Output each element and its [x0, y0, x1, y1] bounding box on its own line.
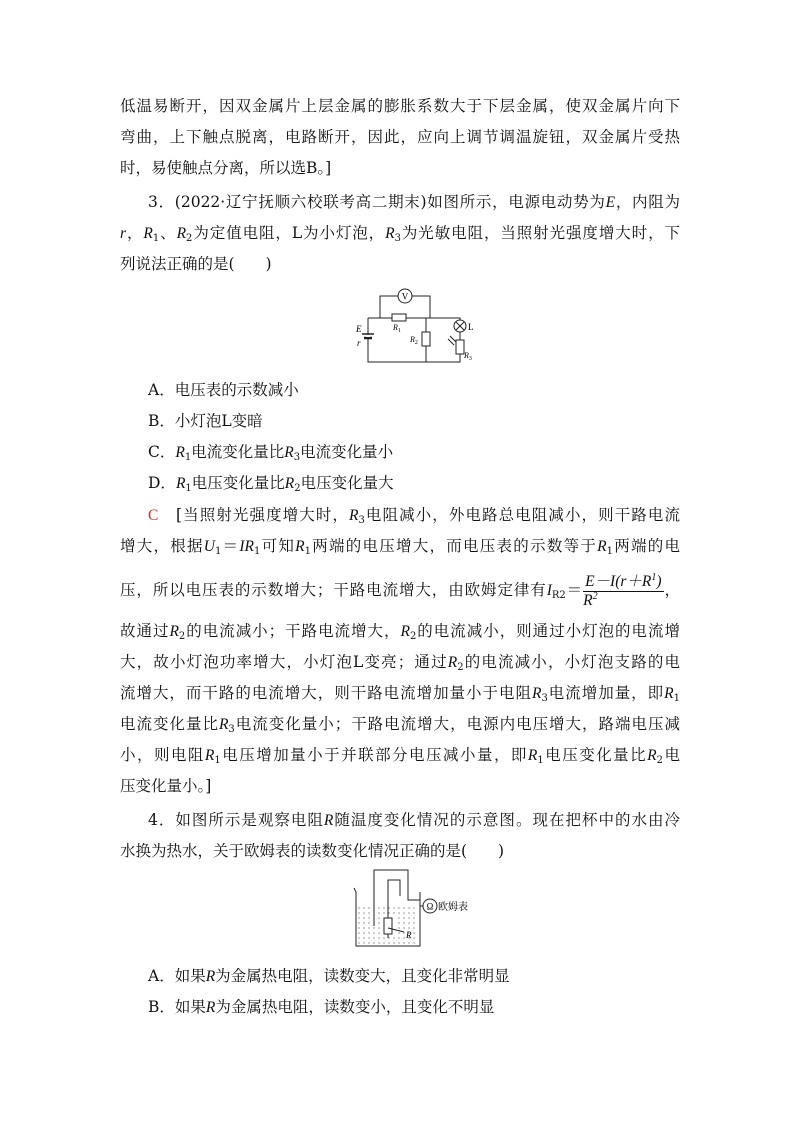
beaker-ohmmeter-diagram: [348, 866, 478, 952]
q3-explanation-line-3: 压，所以电压表的示数增大；干路电流增大，由欧姆定律有$I_{R2}=$ $\frac{E-I(r+R^1)}{R^2}$ ，: [120, 571, 680, 609]
water-dot: [398, 907, 399, 908]
water-dot: [393, 937, 394, 938]
water-dot: [358, 927, 359, 928]
voltmeter-label: V: [401, 291, 409, 302]
water-dot: [403, 927, 404, 928]
battery-e-label: E: [356, 324, 362, 334]
r3-label: $R_3$: [464, 351, 472, 362]
water-dot: [358, 907, 359, 908]
q3-explanation-line-4: 故通过$R_2$的电流减小；干路电流增大，$R_2$的电流减小，则通过小灯泡的电流增: [120, 622, 680, 642]
lamp-label: L: [468, 322, 474, 332]
q3-explanation-line-5: 大，故小灯泡功率增大，小灯泡L变亮；通过$R_2$的电流减小，小灯泡支路的电: [120, 653, 680, 673]
water-dot: [373, 937, 374, 938]
water-dot: [378, 912, 379, 913]
intro-line-1: 低温易断开，因双金属片上层金属的膨胀系数大于下层金属，使双金属片向下: [120, 97, 680, 115]
resistor-r1: [392, 314, 406, 321]
water-dot: [413, 912, 414, 913]
water-dot: [368, 917, 369, 918]
q3-option-a: A．电压表的示数减小: [148, 381, 299, 399]
resistor-r2: [422, 332, 430, 346]
q4-option-b: B．如果R为金属热电阻，读数变小，且变化不明显: [148, 998, 495, 1016]
water-dot: [388, 942, 389, 943]
water-dot: [358, 922, 359, 923]
water-dot: [398, 942, 399, 943]
water-dot: [398, 932, 399, 933]
water-dot: [403, 932, 404, 933]
water-dot: [363, 932, 364, 933]
water-dot: [368, 912, 369, 913]
photoresistor-r3: [456, 340, 464, 354]
ohmmeter-label: 欧姆表: [438, 902, 468, 913]
water-dot: [368, 907, 369, 908]
water-dot: [393, 907, 394, 908]
water-dot: [378, 932, 379, 933]
water-dot: [408, 907, 409, 908]
q3-explanation-line-9: 压变化量小。]: [120, 777, 212, 795]
water-dot: [393, 942, 394, 943]
water-dot: [403, 907, 404, 908]
water-dot: [368, 922, 369, 923]
water-dot: [363, 912, 364, 913]
water-dot: [378, 927, 379, 928]
q3-explanation-line-8: 小，则电阻$R_1$电压增加量小于并联部分电压减小量，即$R_1$电压变化量比$R_2$电: [120, 746, 680, 766]
q3-stem-line-1: 3．(2022·辽宁抚顺六校联考高二期末)如图所示，电源电动势为E，内阻为: [148, 193, 680, 211]
ohm-law-fraction: $\frac{E-I(r+R^1)}{R^2}$: [583, 571, 662, 609]
water-dot: [388, 912, 389, 913]
water-dot: [408, 912, 409, 913]
water-dot: [363, 927, 364, 928]
water-dot: [368, 942, 369, 943]
water-dot: [403, 917, 404, 918]
q3-explanation-line-1: C [当照射光强度增大时，$R_3$电阻减小，外电路总电阻减小，则干路电流: [148, 506, 680, 526]
water-dot: [358, 912, 359, 913]
water-dot: [403, 912, 404, 913]
q3-explanation-line-6: 流增大，而干路的电流增大，则干路电流增加量小于电阻$R_3$电流增加量，即$R_1$: [120, 684, 680, 704]
water-dot: [413, 942, 414, 943]
q3-option-d: D．$R_1$电压变化量比$R_2$电压变化量大: [148, 474, 394, 494]
water-dot: [398, 922, 399, 923]
resistor-r-label: R: [406, 930, 412, 940]
water-dot: [388, 937, 389, 938]
water-dot: [383, 907, 384, 908]
q3-answer: C: [148, 507, 159, 524]
water-dot: [383, 912, 384, 913]
water-dot: [358, 937, 359, 938]
water-dot: [378, 917, 379, 918]
intro-line-3: 时，易使触点分离，所以选B。]: [120, 159, 332, 177]
water-dot: [378, 942, 379, 943]
water-dot: [393, 912, 394, 913]
q3-explanation-line-7: 电流变化量比$R_3$电流变化量小；干路电流增大，电源内电压增大，路端电压减: [120, 715, 680, 735]
water-dot: [358, 917, 359, 918]
r1-label: $R_1$: [393, 323, 401, 334]
water-dot: [398, 912, 399, 913]
water-dot: [373, 927, 374, 928]
water-dot: [413, 907, 414, 908]
water-dot: [383, 942, 384, 943]
water-dot: [363, 922, 364, 923]
water-dot: [408, 942, 409, 943]
q3-stem-line-2: r，$R_1$、$R_2$为定值电阻，L为小灯泡，$R_3$为光敏电阻，当照射光强度增大时，下: [120, 224, 680, 244]
q4-stem-line-2: 水换为热水，关于欧姆表的读数变化情况正确的是( ): [120, 842, 505, 860]
resistor-r: [384, 918, 392, 934]
water-dot: [363, 942, 364, 943]
q3-explanation-line-2: 增大，根据$U_1=IR_1$可知$R_1$两端的电压增大，而电压表的示数等于$R_1$两端的电: [120, 537, 680, 557]
water-dot: [403, 937, 404, 938]
water-dot: [408, 922, 409, 923]
water-dot: [363, 917, 364, 918]
circuit-diagram: [350, 284, 480, 368]
water-dot: [373, 932, 374, 933]
water-dot: [408, 917, 409, 918]
q3-stem-line-3: 列说法正确的是( ): [120, 255, 272, 273]
water-dot: [378, 907, 379, 908]
water-dot: [378, 922, 379, 923]
water-dot: [363, 907, 364, 908]
q4-option-a: A．如果R为金属热电阻，读数变大，且变化非常明显: [148, 967, 510, 985]
water-dot: [403, 922, 404, 923]
water-dot: [358, 932, 359, 933]
battery-r-label: r: [357, 338, 361, 348]
water-dot: [398, 927, 399, 928]
intro-line-2: 弯曲，上下触点脱离，电路断开，因此，应向上调节调温旋钮，双金属片受热: [120, 128, 680, 146]
water-dot: [413, 922, 414, 923]
r2-label: $R_2$: [410, 335, 418, 346]
water-dot: [388, 907, 389, 908]
water-dot: [363, 937, 364, 938]
water-dot: [378, 937, 379, 938]
water-dot: [413, 917, 414, 918]
water-dot: [358, 942, 359, 943]
water-dot: [413, 932, 414, 933]
water-dot: [398, 917, 399, 918]
water-dot: [368, 937, 369, 938]
water-dot: [413, 927, 414, 928]
q3-option-c: C．$R_1$电流变化量比$R_3$电流变化量小: [148, 443, 394, 463]
water-dot: [408, 927, 409, 928]
water-dot: [368, 927, 369, 928]
ohm-symbol: Ω: [426, 901, 434, 912]
q4-stem-line-1: 4．如图所示是观察电阻R随温度变化情况的示意图。现在把杯中的水由冷: [148, 811, 680, 829]
water-dot: [373, 942, 374, 943]
water-dot: [403, 942, 404, 943]
water-dot: [398, 937, 399, 938]
q3-option-b: B．小灯泡L变暗: [148, 412, 263, 430]
water-dot: [413, 937, 414, 938]
water-dot: [383, 937, 384, 938]
water-dot: [368, 932, 369, 933]
